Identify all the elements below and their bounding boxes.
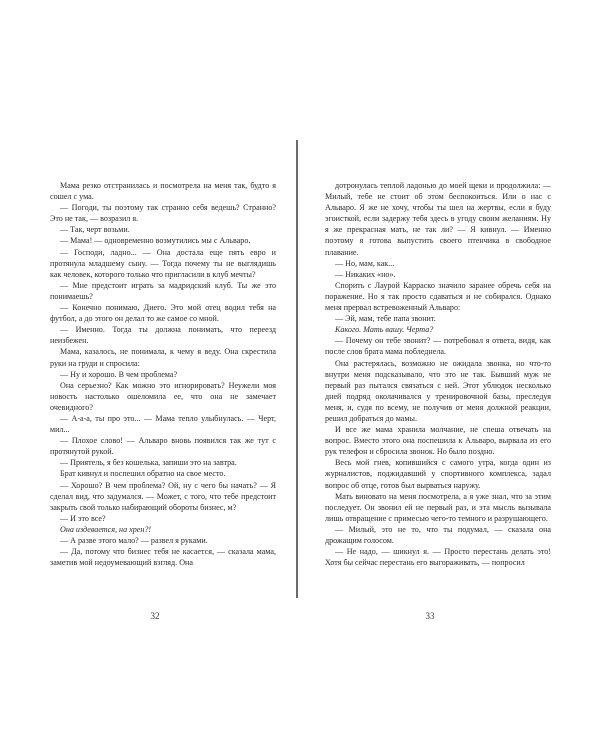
paragraph: Она растерялась, возможно не ожидала звонка, но что-то внутри меня подсказывало, что это не так. Бывший муж не первый раз пытался связаться с ней. Этот ублюдок несколько дней подряд околачивался у тренировочной базы, преследуя меня, и, судя по всему, не получив от меня должной реакции, решил добраться до мамы.: [325, 358, 551, 423]
paragraph: — Погоди, ты поэтому так странно себя ведешь? Странно? Это не так, — возразил я.: [50, 203, 276, 224]
paragraph: — Так, черт возьми.: [60, 225, 130, 235]
paragraph: — Приятель, я без кошелька, запиши это на завтра.: [60, 458, 237, 468]
paragraph: — Ну и хорошо. В чем проблема?: [60, 369, 178, 379]
paragraph: — Конечно понимаю, Диего. Это мой отец водил тебя на футбол, а до этого он делал то же самое со мной.: [50, 303, 276, 324]
right-page-text: [325, 180, 551, 568]
paragraph: — Плохое слово! — Альваро вновь появился так же тут с протянутой рукой.: [50, 436, 276, 457]
right-page: [300, 0, 600, 750]
paragraph: Весь мой гнев, копившийся с самого утра, когда один из журналистов, поджидавший у спортивного комплекса, задал вопрос об отце, готов был вырваться наружу.: [325, 458, 551, 490]
paragraph: — Не надо, — шикнул я. — Просто перестань делать это! Хотя бы сейчас перестань его выгораживать, — попросил: [325, 547, 551, 568]
paragraph: — И это все?: [60, 513, 106, 523]
paragraph: дотронулась теплой ладонью до моей щеки и продолжила: — Милый, тебе не стоит об этом беспокоиться. Или о нас с Альваро. Я же не хочу, чтобы ты шел на жертвы, если я буду эгоисткой, если задержу тебя здесь в угоду своим желаниям. Ну я же прекрасная мать, не так ли? — Я кивнул. — Именно поэтому я готова выпустить своего птенчика в свободное плавание.: [325, 181, 551, 257]
paragraph: — Почему он тебе звонит? — потребовал я ответа, видя, как после слов брата мама побледнела.: [325, 336, 551, 357]
paragraph: — Мама! — одновременно возмутились мы с Альваро.: [60, 236, 251, 246]
paragraph: — Да, потому что бизнес тебя не касается, — сказала мама, заметив мой недоумевающий взгляд. Она: [50, 547, 276, 568]
page-divider: [296, 140, 298, 598]
paragraph: Мама, казалось, не понимала, к чему я веду. Она скрестила руки на груди и спросила:: [50, 347, 276, 368]
paragraph: — А разве этого мало? — развел я руками.: [60, 536, 208, 545]
paragraph: Спорить с Лаурой Карраско значило заранее обречь себя на поражение. Но я так просто сдаваться и не собирался. Однако меня прервал встревоженный Альваро:: [325, 280, 551, 313]
paragraph: — Милый, это не то, что ты подумал, — сказала она дрожащим голосом.: [325, 524, 551, 545]
paragraph: И все же мама хранила молчание, не спеша отвечать на вопрос. Вместо этого она поспешила к Альваро, вырвала из его рук телефон и сбросила звонок. Но было поздно.: [325, 425, 551, 457]
paragraph: Мать виновато на меня посмотрела, а я уже знал, что за этим последует. Он звонил ей не первый раз, и эта мысль вызывала лишь отвращение с примесью чего-то темного и разрушающего.: [325, 491, 551, 523]
paragraph: — Никаких «но».: [335, 269, 396, 279]
page-number-left: 32: [150, 611, 160, 621]
left-page-text: [50, 180, 276, 568]
paragraph: — Эй, мам, тебе папа звонит.: [335, 314, 436, 324]
paragraph: — Господи, ладно... — Она достала еще пять евро и протянула младшему сыну. — Тогда почему ты не выглядишь как человек, которого только что пригласили в клуб мечты?: [50, 247, 276, 279]
paragraph: Мама резко отстранилась и посмотрела на меня так, будто я сошел с ума.: [50, 181, 276, 202]
paragraph: — А-а-а, ты про это... — Мама тепло улыбнулась. — Черт, мил...: [50, 413, 276, 435]
page-number-right: 33: [425, 611, 435, 621]
paragraph: Она издевается, на хрен?!: [60, 524, 152, 534]
paragraph: Брат кивнул и поспешил обратно на свое место.: [60, 469, 226, 479]
paragraph: — Но, мам, как...: [335, 258, 395, 268]
paragraph: Какого. Мать вашу. Черта?: [335, 325, 434, 335]
paragraph: — Хорошо? В чем проблема? Ой, ну с чего бы начать? — Я сделал вид, что задумался. — Может, с того, что тебе предстоит закрыть свой только набирающий обороты бизнес, м?: [50, 480, 276, 512]
paragraph: — Именно. Тогда ты должна понимать, что переезд неизбежен.: [50, 325, 276, 346]
paragraph: Она серьезно? Как можно это игнорировать? Неужели моя новость настолько ошеломила ее, что она не замечает очевидного?: [50, 380, 276, 412]
paragraph: — Мне предстоит играть за мадридский клуб. Ты же это понимаешь?: [50, 280, 276, 301]
